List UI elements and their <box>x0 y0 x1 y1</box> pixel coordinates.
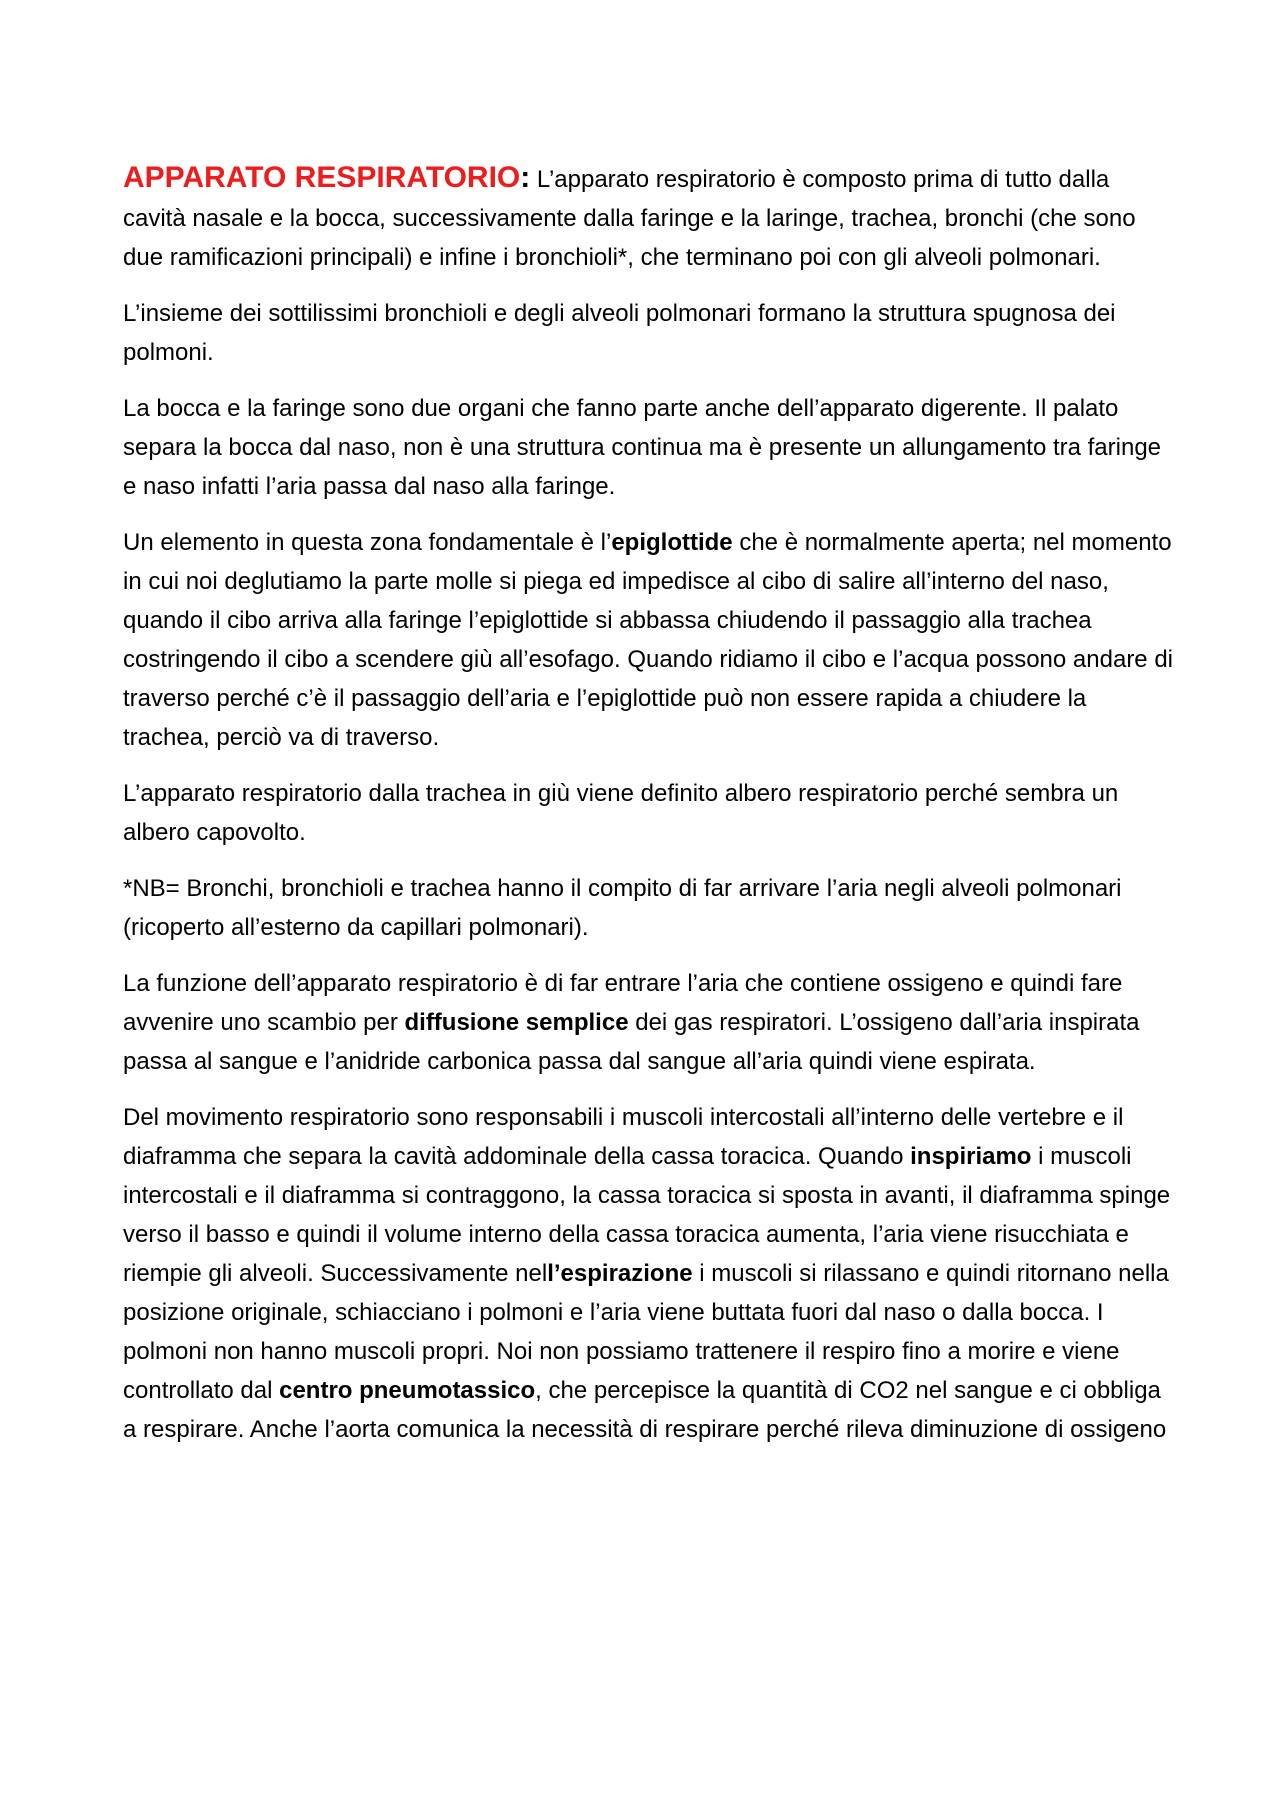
heading-colon: : <box>520 161 531 194</box>
paragraph-intro <box>123 158 1173 277</box>
bold-term-centro-pneumotassico: centro pneumotassico <box>279 1377 536 1404</box>
paragraph-5: L’apparato respiratorio dalla trachea in giù viene definito albero respiratorio perché sembra un albero capovolto. <box>123 780 1119 846</box>
bold-term-epiglottide: epiglottide <box>611 529 733 556</box>
paragraph-2: L’insieme dei sottilissimi bronchioli e degli alveoli polmonari formano la struttura spugnosa dei polmoni. <box>123 300 1116 366</box>
paragraph-3: La bocca e la faringe sono due organi che fanno parte anche dell’apparato digerente. Il palato separa la bocca dal naso, non è una struttura continua ma è presente un allungamento tra faringe e naso infatti l’aria passa dal naso alla faringe. <box>123 395 1162 500</box>
paragraph-4 <box>123 523 1173 757</box>
bold-term-diffusione: diffusione semplice <box>404 1009 629 1036</box>
paragraph-intro-text: L’apparato respiratorio è composto prima di tutto dalla cavità nasale e la bocca, successivamente dalla faringe e la laringe, trachea, bronchi (che sono due ramificazioni principali) e infine i bronchioli*, che terminano poi con gli alveoli polmonari. <box>123 166 1136 271</box>
paragraph-8-text-g: , che percepisce la quantità di CO2 nel sangue e ci obbliga a respirare. Anche l’aorta comunica la necessità di respirare perché rileva diminuzione di ossigeno <box>123 1377 1167 1443</box>
section-heading: APPARATO RESPIRATORIO <box>123 161 521 194</box>
paragraph-8-text-a: Del movimento respiratorio sono responsabili i muscoli intercostali all’interno delle vertebre e il diaframma che separa la cavità addominale della cassa toracica. Quando <box>123 1104 1124 1170</box>
paragraph-8-text-e: i muscoli si rilassano e quindi ritornano nella posizione originale, schiacciano i polmoni e l’aria viene buttata fuori dal naso o dalla bocca. I polmoni non hanno muscoli propri. Noi non possiamo trattenere il respiro fino a morire e viene controllato dal <box>123 1260 1169 1404</box>
paragraph-note: *NB= Bronchi, bronchioli e trachea hanno il compito di far arrivare l’aria negli alveoli polmonari (ricoperto all’esterno da capillari polmonari). <box>123 875 1122 941</box>
paragraph-4-text-a: Un elemento in questa zona fondamentale è l’ <box>123 529 612 556</box>
paragraph-4-text-c: che è normalmente aperta; nel momento in cui noi deglutiamo la parte molle si piega ed impedisce al cibo di salire all’interno del naso, quando il cibo arriva alla faringe l’epiglottide si abbassa chiudendo il passaggio alla trachea costringendo il cibo a scendere giù all’esofago. Quando ridiamo il cibo e l’acqua possono andare di traverso perché c’è il passaggio dell’aria e l’epiglottide può non essere rapida a chiudere la trachea, perciò va di traverso. <box>123 529 1173 751</box>
bold-term-espirazione: l’espirazione <box>547 1260 693 1287</box>
bold-term-inspiriamo: inspiriamo <box>910 1143 1032 1170</box>
document-page <box>123 158 1173 1466</box>
paragraph-7-text-a: La funzione dell’apparato respiratorio è di far entrare l’aria che contiene ossigeno e quindi fare avvenire uno scambio per <box>123 970 1123 1036</box>
paragraph-7-text-c: dei gas respiratori. L’ossigeno dall’aria inspirata passa al sangue e l’anidride carbonica passa dal sangue all’aria quindi viene espirata. <box>123 1009 1140 1075</box>
paragraph-7 <box>123 964 1173 1081</box>
paragraph-8-text-c: i muscoli intercostali e il diaframma si contraggono, la cassa toracica si sposta in avanti, il diaframma spinge verso il basso e quindi il volume interno della cassa toracica aumenta, l’aria viene risucchiata e riempie gli alveoli. Successivamente nel <box>123 1143 1171 1287</box>
paragraph-8 <box>123 1098 1173 1449</box>
